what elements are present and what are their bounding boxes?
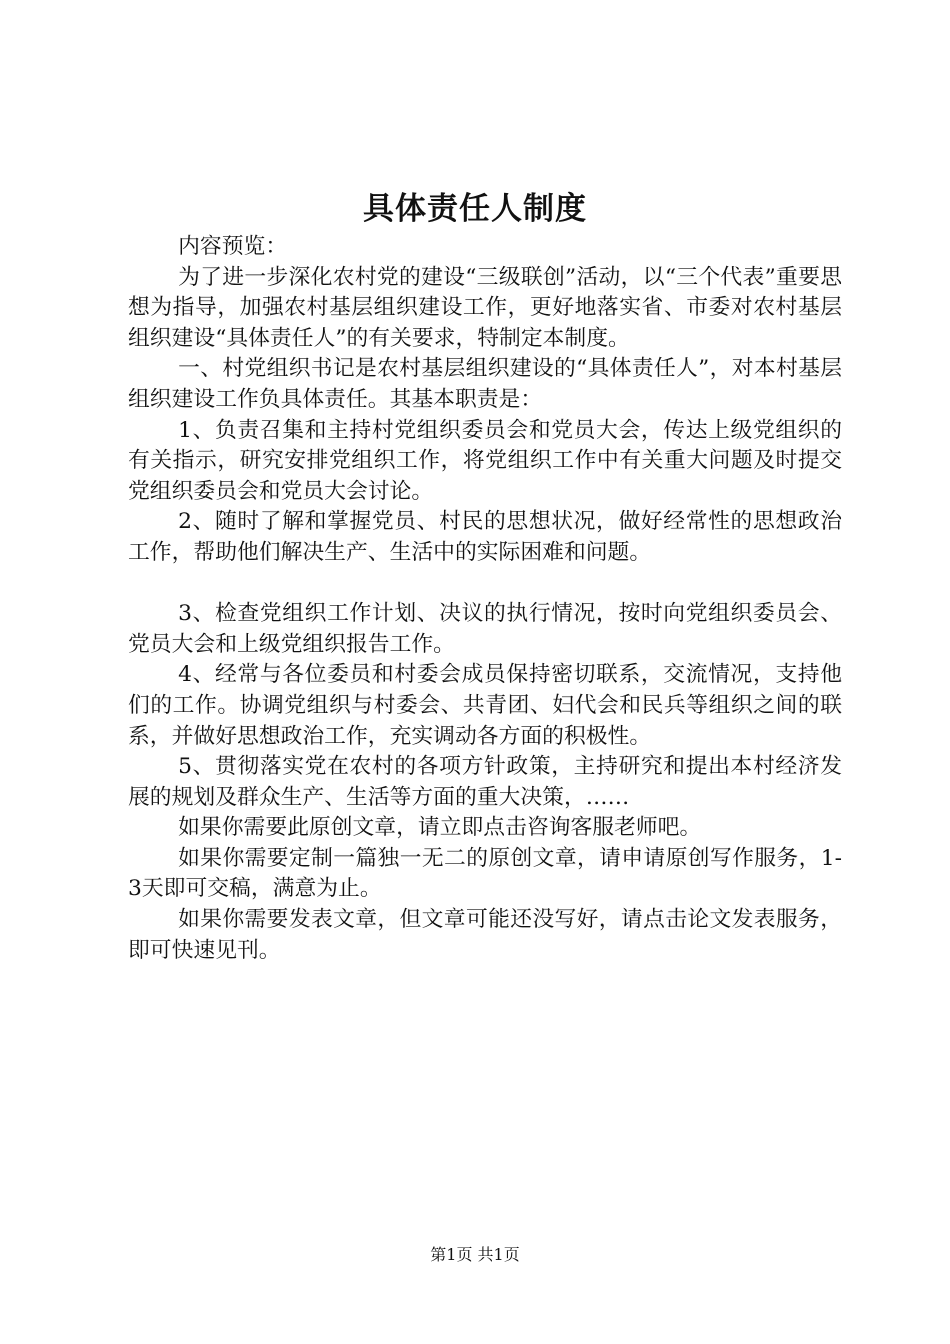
paragraph-service-custom: 如果你需要定制一篇独一无二的原创文章，请申请原创写作服务，1-3天即可交稿，满意为止。	[128, 845, 842, 902]
paragraph-duty-2: 2、随时了解和掌握党员、村民的思想状况，做好经常性的思想政治工作，帮助他们解决生产、生活中的实际困难和问题。	[128, 509, 842, 565]
paragraph-preview-label: 内容预览：	[178, 234, 288, 259]
paragraph-duty-4: 4、经常与各位委员和村委会成员保持密切联系，交流情况，支持他们的工作。协调党组织与村委会、共青团、妇代会和民兵等组织之间的联系，并做好思想政治工作，充实调动各方面的积极性。	[128, 662, 842, 749]
paragraph-intro: 为了进一步深化农村党的建设“三级联创”活动，以“三个代表”重要思想为指导，加强农村基层组织建设工作，更好地落实省、市委对农村基层组织建设“具体责任人”的有关要求，特制定本制度。	[128, 264, 842, 351]
page-footer: 第1页 共1页	[430, 1245, 520, 1264]
paragraph-duty-1: 1、负责召集和主持村党组织委员会和党员大会，传达上级党组织的有关指示，研究安排党组织工作，将党组织工作中有关重大问题及时提交党组织委员会和党员大会讨论。	[128, 417, 842, 504]
paragraph-duty-3: 3、检查党组织工作计划、决议的执行情况，按时向党组织委员会、党员大会和上级党组织报告工作。	[128, 601, 842, 657]
paragraph-service-publish: 如果你需要发表文章，但文章可能还没写好，请点击论文发表服务，即可快速见刊。	[128, 907, 842, 963]
document-title: 具体责任人制度	[363, 191, 587, 227]
paragraph-section-one: 一、村党组织书记是农村基层组织建设的“具体责任人”，对本村基层组织建设工作负具体责任。其基本职责是：	[128, 356, 842, 412]
paragraph-duty-5: 5、贯彻落实党在农村的各项方针政策，主持研究和提出本村经济发展的规划及群众生产、生活等方面的重大决策，……	[128, 754, 842, 810]
document-body	[128, 232, 842, 966]
paragraph-service-consult: 如果你需要此原创文章，请立即点击咨询客服老师吧。	[178, 815, 702, 841]
